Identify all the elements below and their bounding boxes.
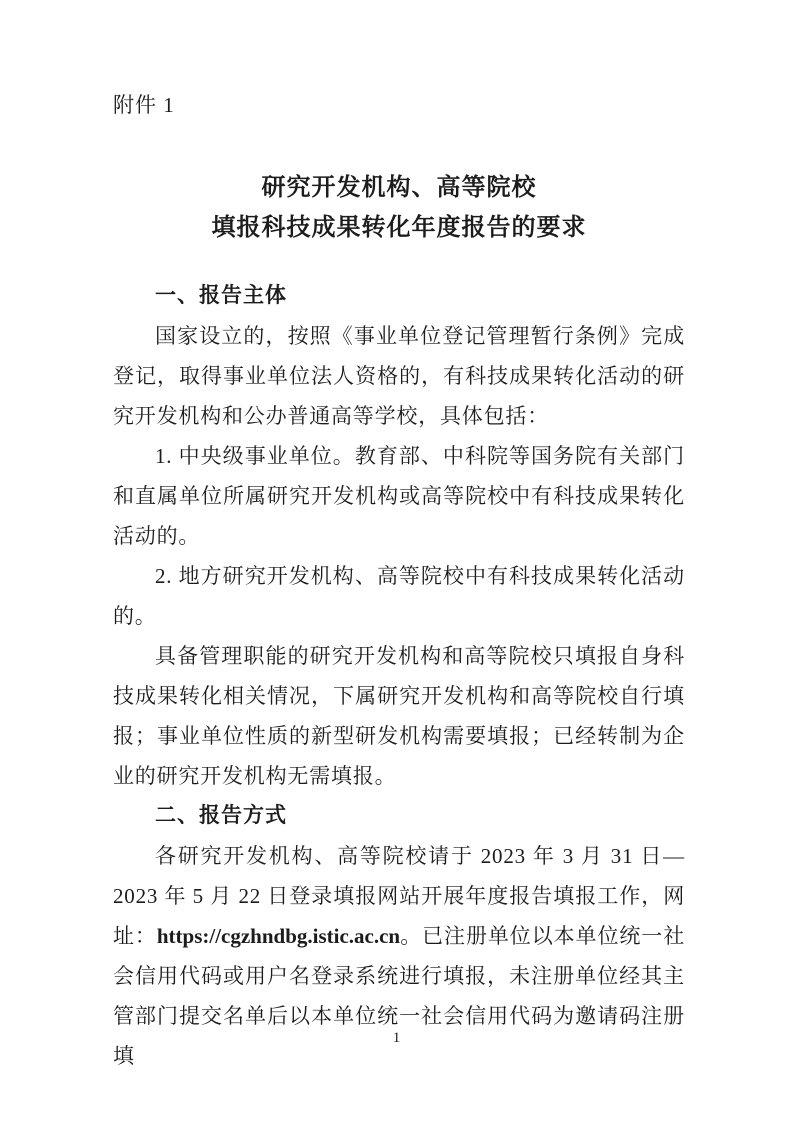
document-title [113, 168, 685, 248]
page-number: 1 [392, 1030, 401, 1046]
document-title-line-2: 填报科技成果转化年度报告的要求 [211, 215, 587, 241]
paragraph-item-2-local-institutions: 2. 地方研究开发机构、高等院校中有科技成果转化活动的。 [113, 564, 685, 628]
attachment-label: 附件 1 [113, 93, 175, 117]
paragraph-item-1-central-institutions: 1. 中央级事业单位。教育部、中科院等国务院有关部门和直属单位所属研究开发机构或高等院校中有科技成果转化活动的。 [113, 444, 685, 548]
section-heading-report-method: 二、报告方式 [155, 804, 287, 827]
paragraph-report-subject-intro: 国家设立的，按照《事业单位登记管理暂行条例》完成登记，取得事业单位法人资格的，有科技成果转化活动的研究开发机构和公办普通高等学校，具体包括： [113, 324, 685, 428]
paragraph-reporting-scope-rules: 具备管理职能的研究开发机构和高等院校只填报自身科技成果转化相关情况，下属研究开发机构和高等院校自行填报；事业单位性质的新型研发机构需要填报；已经转制为企业的研究开发机构无需填报。 [113, 644, 685, 788]
report-method-text-after-url: 。已注册单位以本单位统一社会信用代码或用户名登录系统进行填报，未注册单位经其主管部门提交名单后以本单位统一社会信用代码为邀请码注册填 [113, 924, 685, 1068]
section-heading-report-subject: 一、报告主体 [155, 284, 287, 307]
document-title-line-1: 研究开发机构、高等院校 [261, 175, 537, 201]
report-website-url: https://cgzhndbg.istic.ac.cn [156, 924, 401, 948]
report-method-text-before-url: 各研究开发机构、高等院校请于 2023 年 3 月 31 日—2023 年 5 月 22 日登录填报网站开展年度报告填报工作，网址： [113, 844, 685, 948]
